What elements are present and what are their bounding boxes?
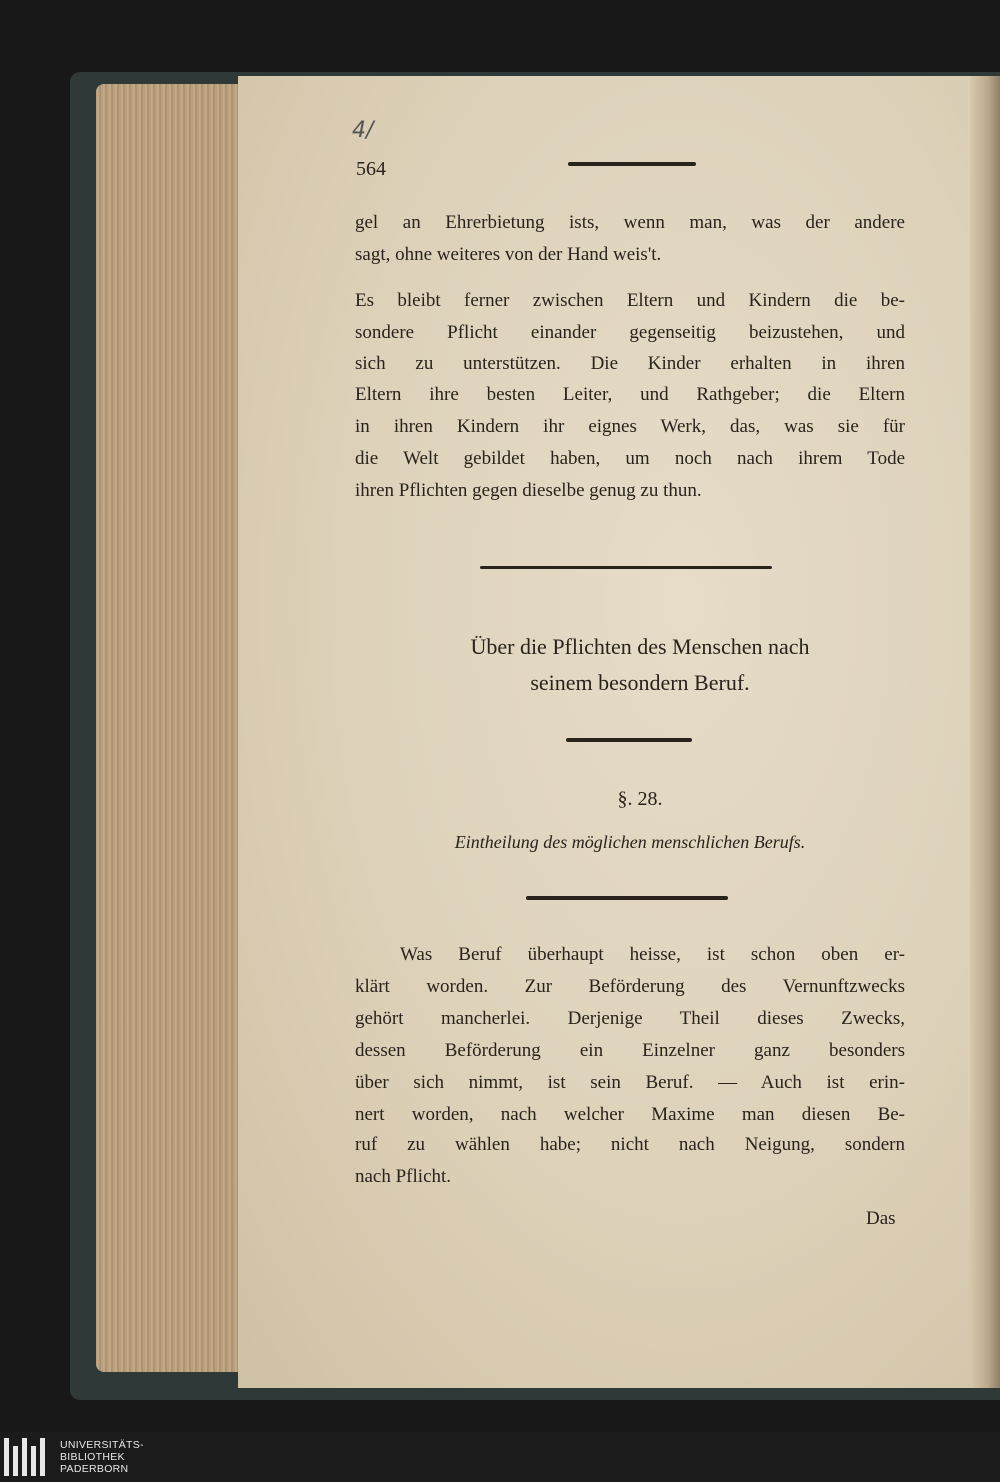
header-rule (568, 162, 696, 166)
text-line: dessen Beförderung ein Einzelner ganz besonders (355, 1040, 905, 1061)
chapter-heading-line2: seinem besondern Beruf. (530, 670, 750, 695)
library-footer (0, 1432, 1000, 1482)
section-number: §. 28. (617, 788, 663, 810)
text-line: Was Beruf überhaupt heisse, ist schon oben er- (400, 944, 905, 965)
text-line: gel an Ehrerbietung ists, wenn man, was der andere (355, 212, 905, 233)
text-line: klärt worden. Zur Beförderung des Vernunftzwecks (355, 976, 905, 997)
text-line: sagt, ohne weiteres von der Hand weis't. (355, 244, 662, 265)
section-title-rule (526, 896, 728, 900)
text-line: nert worden, nach welcher Maxime man diesen Be- (355, 1104, 905, 1125)
text-line: Eltern ihre besten Leiter, und Rathgeber; die Eltern (355, 384, 905, 405)
heading-rule (566, 738, 692, 742)
library-logo-icon (4, 1438, 45, 1476)
text-line: über sich nimmt, ist sein Beruf. — Auch ist erin- (355, 1072, 905, 1093)
text-line: gehört mancherlei. Derjenige Theil dieses Zwecks, (355, 1008, 905, 1029)
section-title: Eintheilung des möglichen menschlichen Berufs. (454, 832, 806, 852)
library-name-line3: PADERBORN (60, 1463, 129, 1475)
text-line: in ihren Kindern ihr eignes Werk, das, was sie für (355, 416, 905, 437)
text-line: sich zu unterstützen. Die Kinder erhalten in ihren (355, 353, 905, 374)
text-line: ruf zu wählen habe; nicht nach Neigung, sondern (355, 1134, 905, 1155)
chapter-heading: Über die Pflichten des Menschen nach (470, 634, 810, 659)
library-name-line2: BIBLIOTHEK (60, 1451, 125, 1463)
text-line: ihren Pflichten gegen dieselbe genug zu thun. (355, 480, 702, 501)
gutter-shadow (970, 76, 1000, 1388)
text-line: sondere Pflicht einander gegenseitig beizustehen, und (355, 322, 905, 343)
book-page (238, 76, 978, 1388)
page-number: 564 (356, 158, 386, 180)
page-edges (96, 84, 246, 1372)
text-line: Es bleibt ferner zwischen Eltern und Kindern die be- (355, 290, 905, 311)
catchword: Das (866, 1208, 896, 1229)
library-name (60, 1439, 144, 1475)
text-line: nach Pflicht. (355, 1166, 452, 1187)
handwritten-annotation: 4/ (352, 118, 374, 143)
section-divider (480, 566, 772, 569)
library-name-line1: UNIVERSITÄTS- (60, 1439, 144, 1451)
text-line: die Welt gebildet haben, um noch nach ihrem Tode (355, 448, 905, 469)
